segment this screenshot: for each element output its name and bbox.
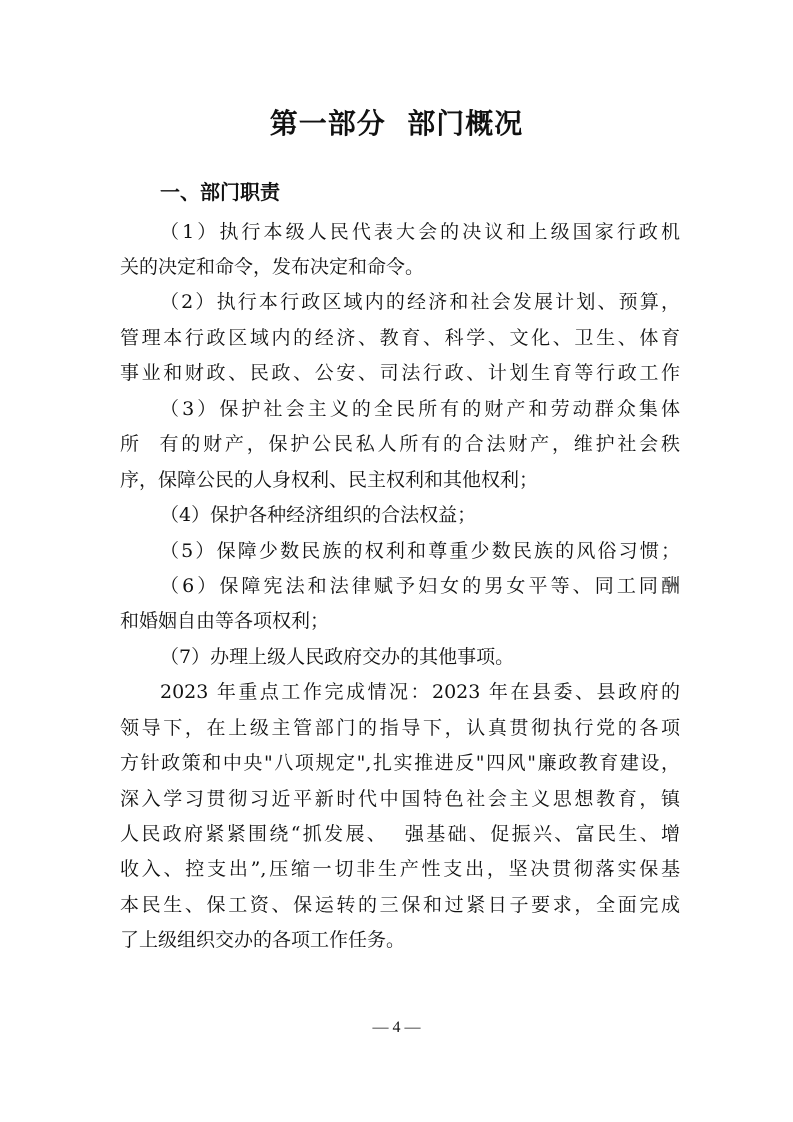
paragraph-line: 和婚姻自由等各项权利； bbox=[120, 610, 330, 632]
paragraph-line: 序，保障公民的人身权利、民主权利和其他权利； bbox=[120, 469, 539, 491]
paragraph-line: （7）办理上级人民政府交办的其他事项。 bbox=[160, 646, 515, 668]
paragraph-line: 领导下，在上级主管部门的指导下，认真贯彻执行党的各项 bbox=[120, 717, 680, 739]
paragraph-line: （5）保障少数民族的权利和尊重少数民族的风俗习惯； bbox=[160, 540, 680, 562]
paragraph-line: 关的决定和命令，发布决定和命令。 bbox=[120, 256, 425, 278]
paragraph-line: 收入、控支出”,压缩一切非生产性支出，坚决贯彻落实保基 bbox=[120, 858, 680, 880]
paragraph-line: 2023 年重点工作完成情况：2023 年在县委、县政府的 bbox=[160, 681, 680, 703]
paragraph-line: （2）执行本行政区域内的经济和社会发展计划、预算， bbox=[160, 291, 680, 313]
page-number: — 4 — bbox=[372, 1019, 421, 1036]
paragraph-line: 方针政策和中央"八项规定",扎实推进反"四风"廉政教育建设， bbox=[120, 752, 680, 774]
paragraph-line: （4）保护各种经济组织的合法权益； bbox=[160, 504, 477, 526]
section-heading: 一、部门职责 bbox=[160, 180, 280, 204]
paragraph-line: （6）保障宪法和法律赋予妇女的男女平等、同工同酬 bbox=[160, 575, 680, 597]
paragraph-line: （1）执行本级人民代表大会的决议和上级国家行政机 bbox=[160, 221, 680, 243]
paragraph-line: 所 有的财产，保护公民私人所有的合法财产，维护社会秩 bbox=[120, 433, 680, 455]
paragraph-line: 管理本行政区域内的经济、教育、科学、文化、卫生、体育 bbox=[120, 327, 680, 349]
paragraph-line: 本民生、保工资、保运转的三保和过紧日子要求，全面完成 bbox=[120, 894, 680, 916]
paragraph-line: 了上级组织交办的各项工作任务。 bbox=[120, 929, 406, 951]
paragraph-line: 深入学习贯彻习近平新时代中国特色社会主义思想教育，镇 bbox=[120, 788, 680, 810]
paragraph-line: 人民政府紧紧围绕“抓发展、 强基础、促振兴、富民生、增 bbox=[120, 823, 680, 845]
page-title: 第一部分 部门概况 bbox=[269, 107, 524, 140]
paragraph-line: 事业和财政、民政、公安、司法行政、计划生育等行政工作 bbox=[120, 362, 680, 384]
paragraph-line: （3）保护社会主义的全民所有的财产和劳动群众集体 bbox=[160, 398, 680, 420]
